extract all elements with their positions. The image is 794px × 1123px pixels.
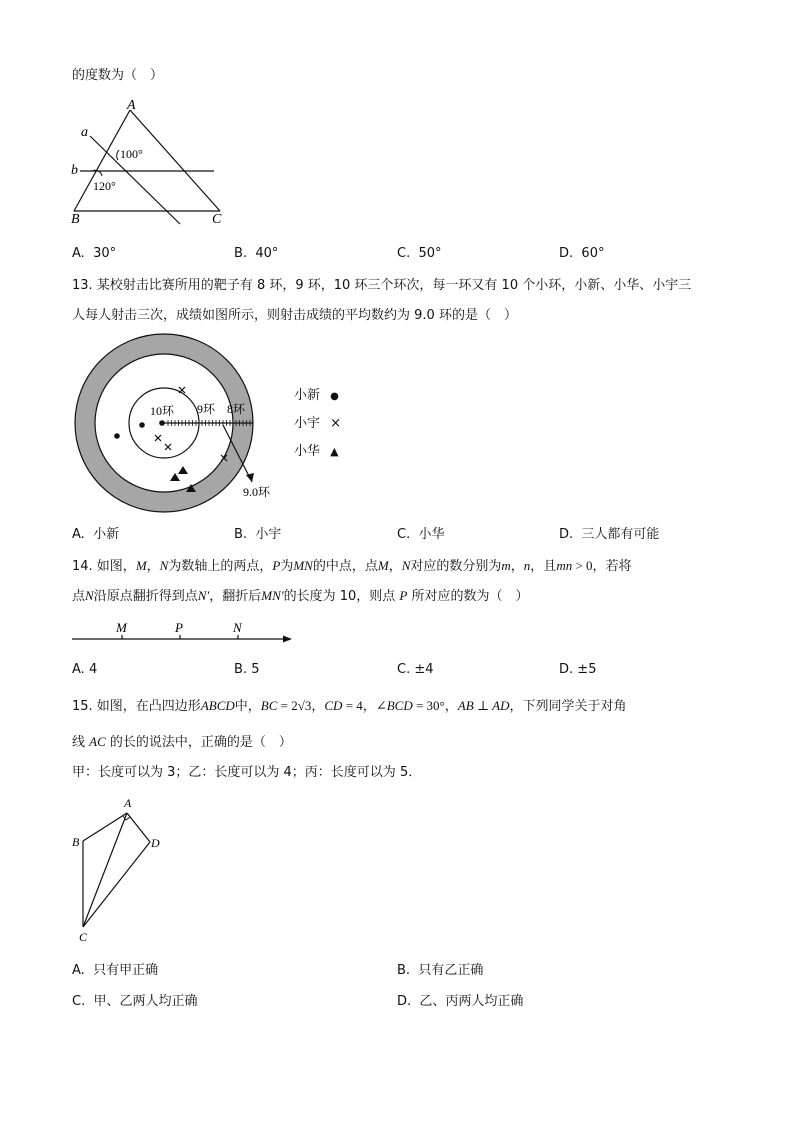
q12-triangle-figure — [62, 100, 302, 230]
legend-name: 小宇 — [294, 416, 321, 431]
label-B: B — [71, 212, 80, 227]
choice-key: A. — [72, 662, 85, 677]
q14-choice-d[interactable] — [559, 661, 596, 679]
side-AD — [127, 813, 150, 842]
label-B: B — [72, 835, 80, 849]
diagonal-AC — [83, 813, 127, 927]
shot-xiaoxin — [159, 420, 165, 426]
legend-xiaohua — [294, 443, 339, 461]
q12-choice-d[interactable] — [559, 245, 604, 263]
label-P: P — [175, 620, 183, 635]
q12-stem-tail: 的度数为（ ） — [72, 68, 164, 83]
choice-text: 小华 — [418, 527, 445, 542]
q13-stem-line1: 13. 某校射击比赛所用的靶子有 8 环，9 环，10 环三个环次，每一环又有 10 个小环，小新、小华、小宇三 — [72, 278, 692, 293]
q15-choice-d[interactable] — [397, 993, 523, 1011]
label-A: A — [124, 796, 132, 810]
arrow-9-0-head — [246, 473, 254, 482]
label-angle-100: 100° — [120, 147, 143, 161]
choice-key: D. — [559, 527, 574, 542]
legend-xiaoyu — [294, 415, 341, 433]
label-angle-120: 120° — [93, 179, 116, 193]
label-A: A — [127, 98, 136, 113]
choice-text: 只有甲正确 — [93, 963, 159, 978]
label-a: a — [81, 125, 88, 140]
choice-text: 甲、乙两人均正确 — [93, 994, 198, 1009]
choice-text: 小新 — [93, 527, 120, 542]
side-CD — [83, 842, 150, 927]
choice-text: 60° — [581, 246, 605, 261]
q14-choice-b[interactable] — [234, 661, 259, 679]
choice-text: 50° — [418, 246, 442, 261]
choice-key: D. — [397, 994, 412, 1009]
choice-key: C. — [397, 246, 411, 261]
choice-key: D. — [559, 662, 574, 677]
choice-key: A. — [72, 527, 85, 542]
choice-key: A. — [72, 963, 85, 978]
q14-number-line — [70, 620, 300, 650]
choice-text: 4 — [88, 662, 98, 677]
q12-choice-b[interactable] — [234, 245, 278, 263]
q15-choice-b[interactable] — [397, 962, 483, 980]
legend-xiaoxin — [294, 387, 339, 406]
label-b: b — [71, 163, 78, 178]
choice-text: ±4 — [414, 662, 434, 677]
label-9-0-ring: 9.0环 — [243, 485, 271, 499]
q15-quadrilateral-figure — [70, 795, 180, 945]
shot-xiaoxin — [114, 433, 120, 439]
label-N: N — [233, 620, 242, 635]
q13-choice-a[interactable] — [72, 526, 119, 544]
choice-text: 30° — [93, 246, 117, 261]
choice-key: B. — [397, 963, 411, 978]
axis-arrow — [283, 636, 292, 643]
side-AB — [83, 813, 127, 841]
choice-key: C. — [397, 662, 411, 677]
choice-key: A. — [72, 246, 85, 261]
q15-stem-line2: 线 AC 的长的说法中，正确的是（ ） — [72, 734, 292, 750]
choice-key: B. — [234, 246, 248, 261]
choice-key: B. — [234, 527, 248, 542]
label-ring-10: 10环 — [150, 404, 175, 418]
side-AC — [130, 110, 220, 211]
choice-key: D. — [559, 246, 574, 261]
q12-choice-c[interactable] — [397, 245, 442, 263]
q15-stem-line1: 15. 如图，在凸四边形ABCD中，BC = 2√3，CD = 4，∠BCD = 30°，AB ⊥ AD，下列同学关于对角 — [72, 698, 627, 714]
choice-key: C. — [397, 527, 411, 542]
q14-choice-c[interactable] — [397, 661, 434, 679]
choice-text: 三人都有可能 — [581, 527, 660, 542]
q15-choice-c[interactable] — [72, 993, 198, 1011]
legend-name: 小华 — [294, 444, 321, 459]
q14-choice-a[interactable] — [72, 661, 97, 679]
q13-stem-line2: 人每人射击三次，成绩如图所示，则射击成绩的平均数约为 9.0 环的是（ ） — [72, 308, 517, 323]
choice-text: 40° — [255, 246, 279, 261]
choice-key: C. — [72, 994, 86, 1009]
choice-text: 只有乙正确 — [418, 963, 484, 978]
choice-text: 乙、丙两人均正确 — [419, 994, 524, 1009]
angle-arc-100 — [117, 150, 119, 160]
label-D: D — [151, 836, 160, 850]
legend-name: 小新 — [294, 388, 321, 403]
dot-icon: ● — [330, 391, 339, 402]
q15-choice-a[interactable] — [72, 962, 158, 980]
choice-text: ±5 — [577, 662, 597, 677]
choice-text: 小宇 — [255, 527, 282, 542]
q12-choice-a[interactable] — [72, 245, 116, 263]
label-ring-8: 8环 — [227, 402, 246, 416]
label-C: C — [79, 930, 88, 944]
q14-stem-line1: 14. 如图，M，N为数轴上的两点，P为MN的中点，点M，N对应的数分别为m，n，且mn > 0，若将 — [72, 558, 632, 574]
triangle-icon: ▲ — [330, 445, 339, 458]
label-ring-9: 9环 — [197, 402, 216, 416]
shot-xiaoxin — [139, 422, 145, 428]
label-M: M — [116, 620, 127, 635]
q13-choice-b[interactable] — [234, 526, 281, 544]
q14-stem-line2: 点N沿原点翻折得到点N′，翻折后MN′的长度为 10，则点 P 所对应的数为（ ） — [72, 588, 529, 604]
cross-icon: × — [330, 416, 342, 431]
q15-stem-line3: 甲：长度可以为 3；乙：长度可以为 4；丙：长度可以为 5． — [72, 765, 422, 780]
choice-text: 5 — [251, 662, 260, 677]
label-C: C — [212, 212, 222, 227]
q13-choice-c[interactable] — [397, 526, 445, 544]
q13-choice-d[interactable] — [559, 526, 659, 544]
choice-key: B. — [234, 662, 248, 677]
